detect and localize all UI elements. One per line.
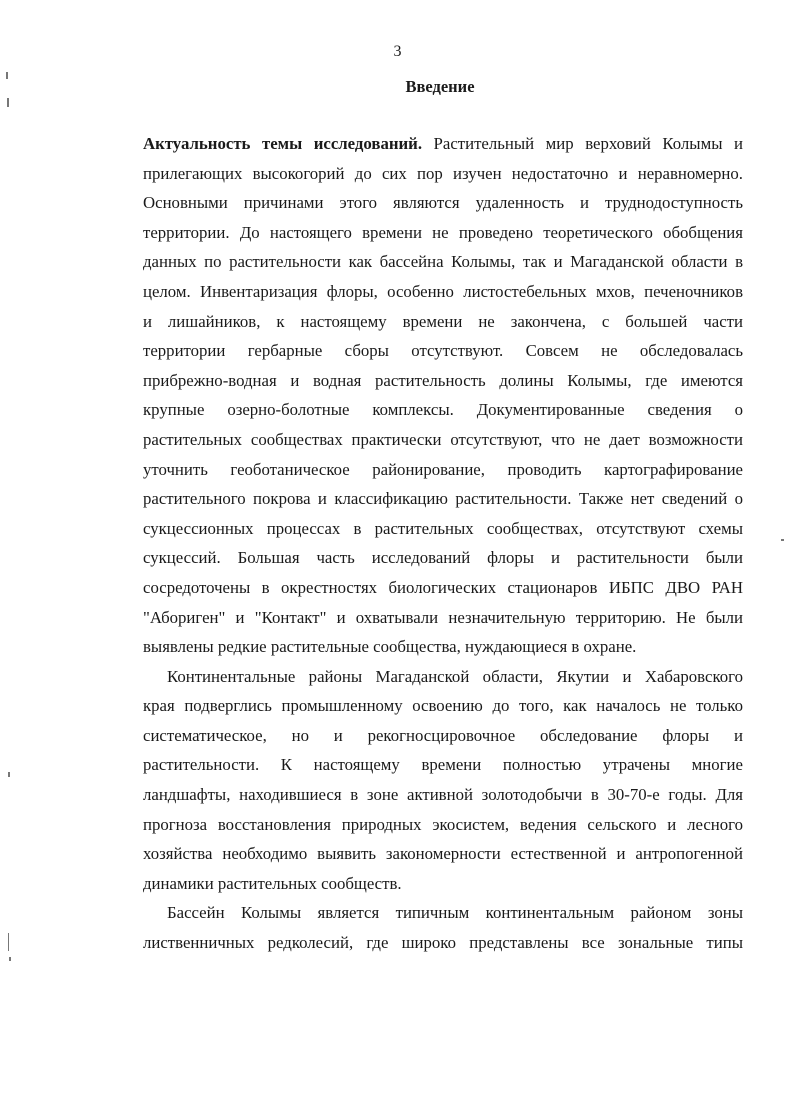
text-line: данных по растительности как бассейна Колымы, так и Магаданской области в (143, 252, 743, 272)
scan-artifact (781, 539, 784, 541)
text-line: целом. Инвентаризация флоры, особенно листостебельных мхов, печеночников (143, 281, 743, 301)
scan-artifact (8, 772, 10, 777)
text-line: растительного покрова и классификацию растительности. Также нет сведений о (143, 489, 743, 509)
text-line: систематическое, но и рекогносцировочное обследование флоры и (143, 725, 743, 745)
text-line: Актуальность темы исследований. Растительный мир верховий Колымы и (143, 134, 743, 153)
paragraph-lead: Актуальность темы исследований. (143, 134, 423, 153)
scan-artifact (9, 957, 11, 961)
text-line: территории гербарные сборы отсутствуют. Совсем не обследовалась (143, 341, 743, 361)
text-line: лиственничных редколесий, где широко представлены все зональные типы (143, 933, 743, 953)
text-line: прибрежно-водная и водная растительность долины Колымы, где имеются (143, 370, 743, 390)
page-number: 3 (393, 43, 402, 60)
text-line: динамики растительных сообществ. (143, 873, 402, 893)
scan-artifact (8, 933, 9, 951)
text-line: уточнить геоботаническое районирование, проводить картографирование (143, 459, 743, 479)
text-line: территории. До настоящего времени не проведено теоретического обобщения (143, 222, 743, 242)
text-line: "Абориген" и "Контакт" и охватывали незначительную территорию. Не были (143, 607, 743, 627)
text-line: сосредоточены в окрестностях биологических стационаров ИБПС ДВО РАН (143, 577, 743, 597)
text-line: и лишайников, к настоящему времени не закончена, с большей части (143, 311, 743, 331)
text-line: прогноза восстановления природных экосистем, ведения сельского и лесного (143, 814, 743, 834)
text-line: ландшафты, находившиеся в зоне активной золотодобычи в 30-70-е годы. Для (143, 785, 743, 805)
text-line: Континентальные районы Магаданской области, Якутии и Хабаровского (167, 666, 743, 686)
text-line: растительности. К настоящему времени полностью утрачены многие (143, 755, 743, 775)
text-line: крупные озерно-болотные комплексы. Документированные сведения о (143, 400, 743, 420)
text-line: сукцессионных процессах в растительных сообществах, отсутствуют схемы (143, 518, 743, 538)
text-line: хозяйства необходимо выявить закономерности естественной и антропогенной (143, 844, 743, 864)
text-line: края подверглись промышленному освоению до того, как началось не только (143, 696, 743, 716)
section-heading: Введение (405, 77, 475, 96)
text-line: растительных сообществах практически отсутствуют, что не дает возможности (143, 429, 743, 449)
scan-artifact (7, 98, 9, 107)
text-line: Бассейн Колымы является типичным континентальным районом зоны (167, 903, 743, 923)
text-line: прилегающих высокогорий до сих пор изучен недостаточно и неравномерно. (143, 163, 743, 183)
body-text (143, 129, 743, 958)
text-line: выявлены редкие растительные сообщества, нуждающиеся в охране. (143, 637, 637, 657)
text-line: сукцессий. Большая часть исследований флоры и растительности были (143, 548, 743, 568)
text-line: Основными причинами этого являются удаленность и труднодоступность (143, 193, 743, 213)
